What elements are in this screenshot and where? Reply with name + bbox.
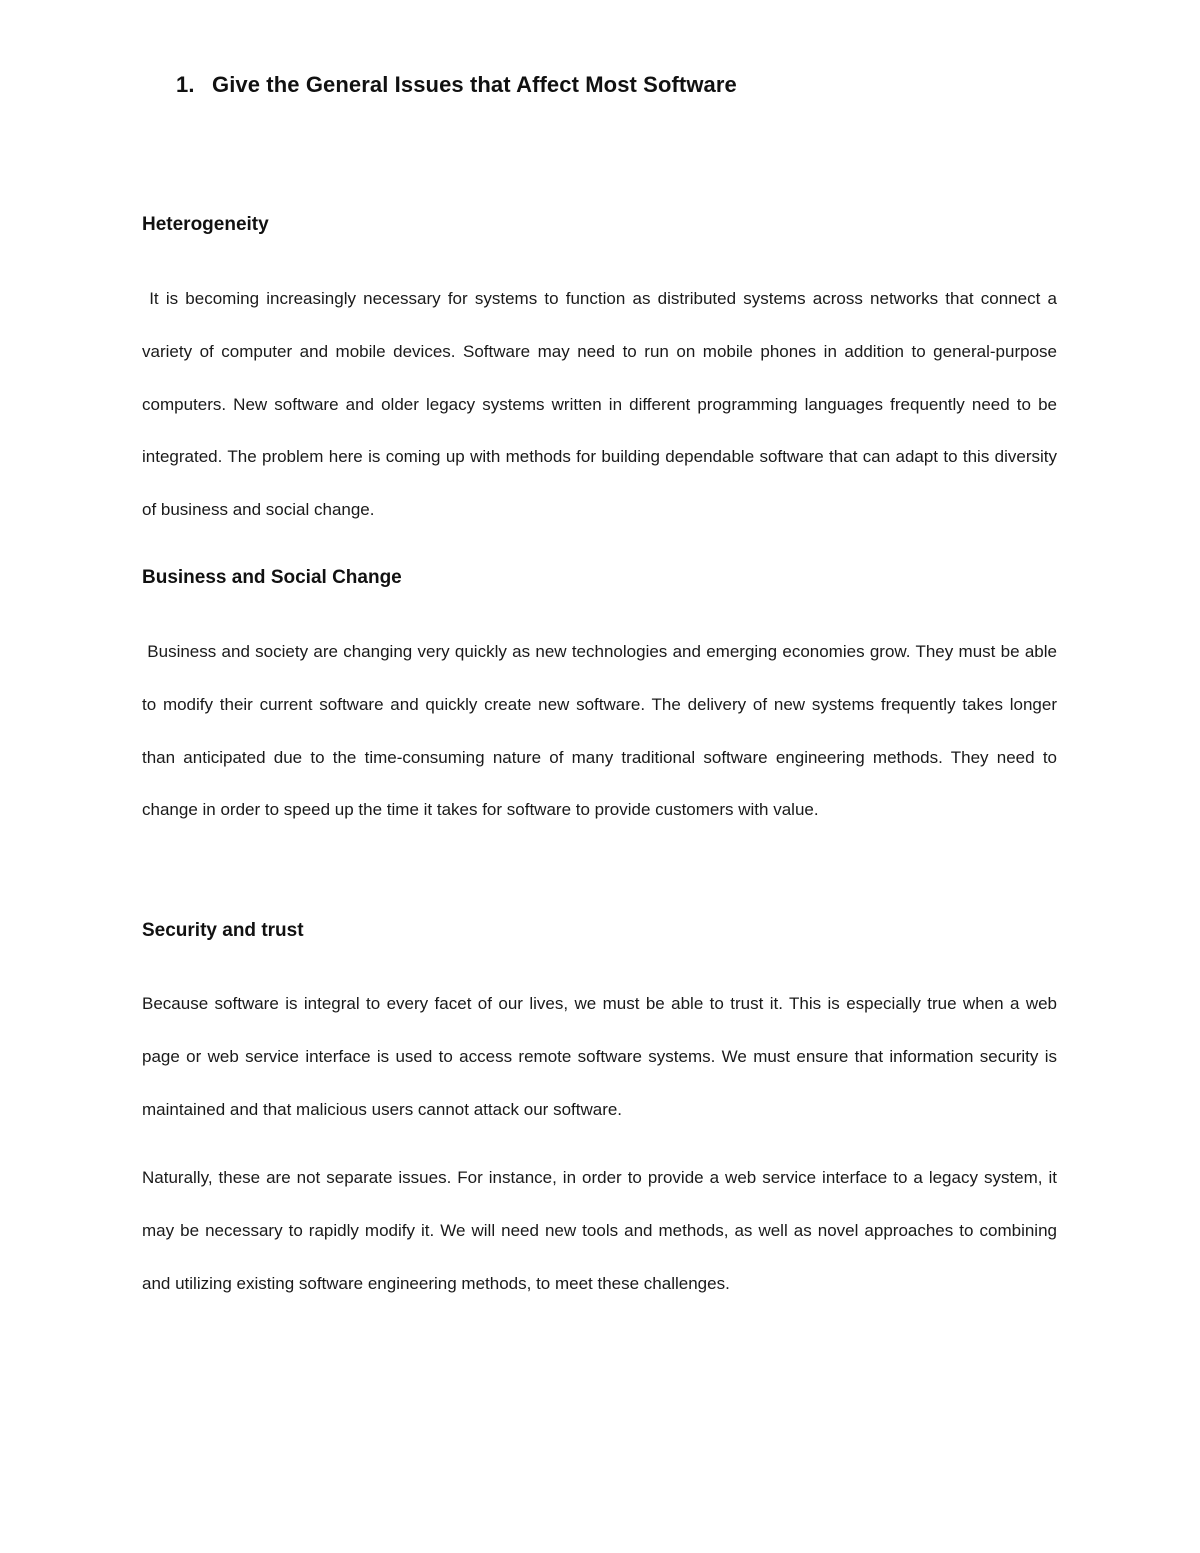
- section-heading-heterogeneity: Heterogeneity: [142, 214, 269, 235]
- section-paragraph-security-trust: Because software is integral to every facet of our lives, we must be able to trust it. This is especially true when a web page or web service interface is used to access remote software systems. We must ensure that information security is maintained and that malicious users cannot attack our software.: [142, 994, 1057, 1119]
- title-text: Give the General Issues that Affect Most Software: [212, 72, 737, 97]
- section-paragraph-business-social-change: Business and society are changing very quickly as new technologies and emerging economies grow. They must be able to modify their current software and quickly create new software. The delivery of new systems frequently takes longer than anticipated due to the time-consuming nature of many traditional software engineering methods. They need to change in order to speed up the time it takes for software to provide customers with value.: [142, 642, 1062, 820]
- closing-paragraph: Naturally, these are not separate issues. For instance, in order to provide a web service interface to a legacy system, it may be necessary to rapidly modify it. We will need new tools and methods, as well as novel approaches to combining and utilizing existing software engineering methods, to meet these challenges.: [142, 1168, 1057, 1293]
- section-paragraph-heterogeneity: It is becoming increasingly necessary for systems to function as distributed systems across networks that connect a variety of computer and mobile devices. Software may need to run on mobile phones in addition to general-purpose computers. New software and older legacy systems written in different programming languages frequently need to be integrated. The problem here is coming up with methods for building dependable software that can adapt to this diversity of business and social change.: [142, 289, 1062, 520]
- title-number: 1.: [176, 72, 195, 97]
- section-heading-business-social-change: Business and Social Change: [142, 567, 402, 588]
- page-title: [176, 72, 737, 98]
- section-heading-security-trust: Security and trust: [142, 920, 304, 941]
